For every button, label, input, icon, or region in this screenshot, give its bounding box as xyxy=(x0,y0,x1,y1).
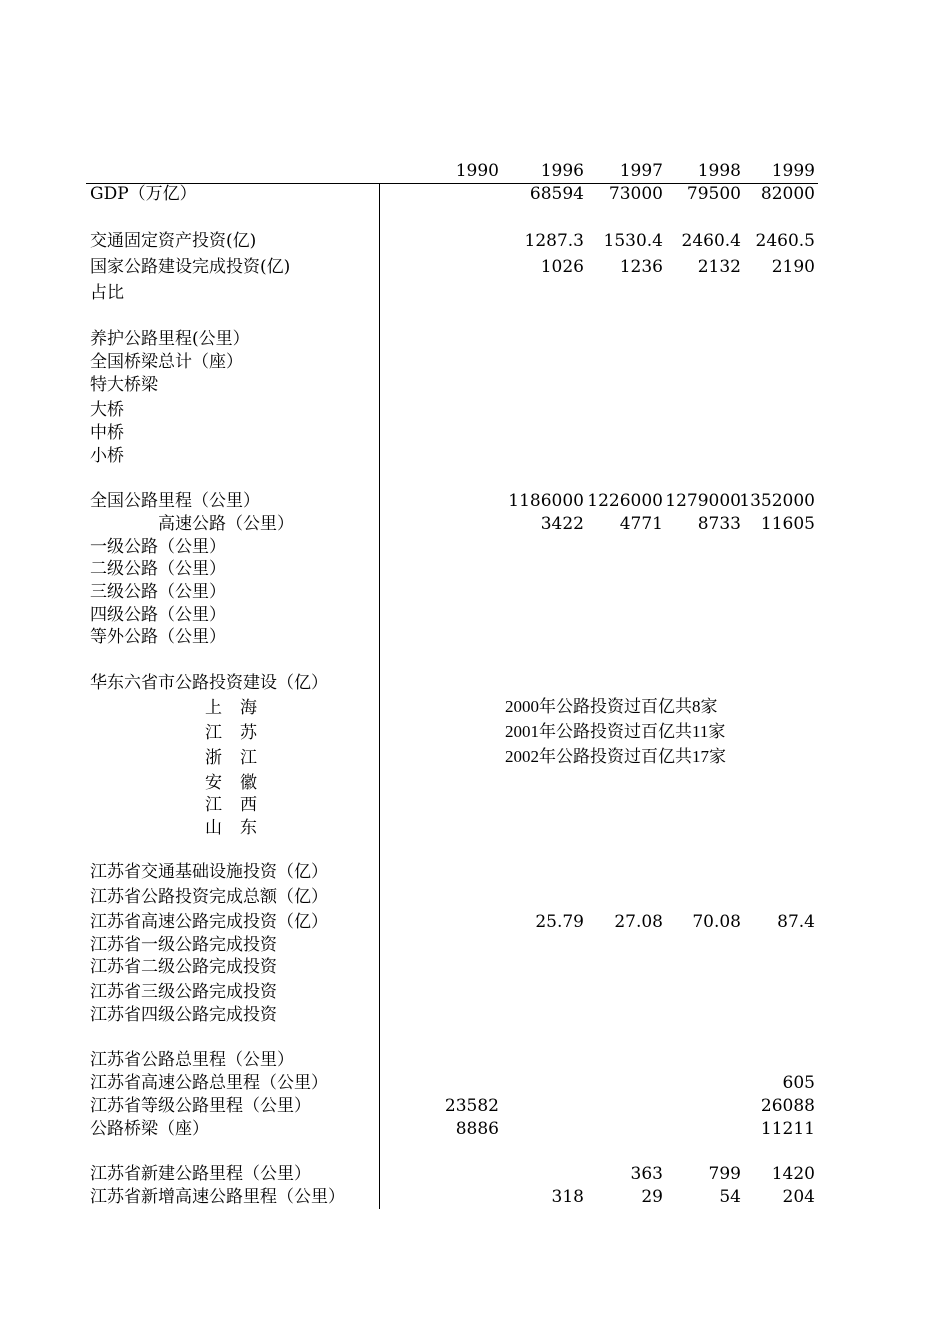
cell-expressway-km-1998: 8733 xyxy=(697,514,741,534)
row-label-class1: 一级公路（公里） xyxy=(90,537,226,557)
cell-js-expr-km-1999: 605 xyxy=(782,1073,815,1093)
cell-js-expr-invest-1998: 70.08 xyxy=(692,912,741,932)
row-label-expressway-km: 高速公路（公里） xyxy=(158,514,294,534)
cell-js-new-expr-km-1998: 54 xyxy=(719,1187,741,1207)
row-label-js-graded-km: 江苏省等级公路里程（公里） xyxy=(90,1096,311,1116)
header-1996: 1996 xyxy=(540,161,584,181)
row-label-zhejiang: 浙江 xyxy=(205,748,275,768)
cell-road-km-1997: 1226000 xyxy=(587,491,663,511)
row-label-bridge-xl: 特大桥梁 xyxy=(90,375,158,395)
cell-transport-invest-1998: 2460.4 xyxy=(681,231,741,251)
cell-road-km-1996: 1186000 xyxy=(508,491,584,511)
row-label-gdp: GDP（万亿） xyxy=(90,184,197,204)
row-label-highway-invest: 国家公路建设完成投资(亿) xyxy=(90,257,291,277)
row-label-js-road-invest: 江苏省公路投资完成总额（亿） xyxy=(90,887,328,907)
header-1998: 1998 xyxy=(697,161,741,181)
row-label-shandong: 山东 xyxy=(205,818,275,838)
row-label-js-new-expr-km: 江苏省新增高速公路里程（公里） xyxy=(90,1187,345,1207)
cell-js-new-expr-km-1999: 204 xyxy=(782,1187,815,1207)
cell-js-new-km-1997: 363 xyxy=(630,1164,663,1184)
cell-js-graded-km-1990: 23582 xyxy=(444,1096,499,1116)
cell-js-expr-invest-1999: 87.4 xyxy=(777,912,815,932)
cell-gdp-1997: 73000 xyxy=(608,184,663,204)
label-column-rule xyxy=(379,183,380,1209)
cell-road-km-1998: 1279000 xyxy=(665,491,741,511)
row-label-js-c4-invest: 江苏省四级公路完成投资 xyxy=(90,1005,277,1025)
cell-expressway-km-1997: 4771 xyxy=(619,514,663,534)
cell-js-graded-km-1999: 26088 xyxy=(760,1096,815,1116)
row-label-share: 占比 xyxy=(90,283,124,303)
cell-gdp-1999: 82000 xyxy=(760,184,815,204)
row-label-js-expr-invest: 江苏省高速公路完成投资（亿） xyxy=(90,912,328,932)
cell-road-km-1999: 1352000 xyxy=(739,491,815,511)
cell-highway-invest-1999: 2190 xyxy=(771,257,815,277)
cell-gdp-1996: 68594 xyxy=(529,184,584,204)
row-label-class4: 四级公路（公里） xyxy=(90,605,226,625)
row-label-maint-km: 养护公路里程(公里） xyxy=(90,329,250,349)
cell-gdp-1998: 79500 xyxy=(686,184,741,204)
row-label-js-c2-invest: 江苏省二级公路完成投资 xyxy=(90,957,277,977)
note-2002: 2002年公路投资过百亿共17家 xyxy=(505,747,726,766)
row-label-bridge-m: 中桥 xyxy=(90,423,124,443)
header-1999: 1999 xyxy=(771,161,815,181)
row-label-js-c3-invest: 江苏省三级公路完成投资 xyxy=(90,982,277,1002)
cell-highway-invest-1998: 2132 xyxy=(697,257,741,277)
cell-transport-invest-1996: 1287.3 xyxy=(524,231,584,251)
cell-js-new-km-1999: 1420 xyxy=(771,1164,815,1184)
row-label-road-km: 全国公路里程（公里） xyxy=(90,491,260,511)
cell-highway-invest-1996: 1026 xyxy=(540,257,584,277)
header-1990: 1990 xyxy=(455,161,499,181)
row-label-jiangsu: 江苏 xyxy=(205,723,275,743)
cell-js-new-expr-km-1996: 318 xyxy=(551,1187,584,1207)
cell-transport-invest-1997: 1530.4 xyxy=(603,231,663,251)
row-label-transport-invest: 交通固定资产投资(亿) xyxy=(90,231,257,251)
cell-expressway-km-1999: 11605 xyxy=(760,514,815,534)
row-label-bridge-s: 小桥 xyxy=(90,446,124,466)
cell-highway-invest-1997: 1236 xyxy=(619,257,663,277)
cell-expressway-km-1996: 3422 xyxy=(540,514,584,534)
row-label-class2: 二级公路（公里） xyxy=(90,559,226,579)
row-label-js-expr-km: 江苏省高速公路总里程（公里） xyxy=(90,1073,328,1093)
note-2000: 2000年公路投资过百亿共8家 xyxy=(505,697,718,716)
cell-transport-invest-1999: 2460.5 xyxy=(755,231,815,251)
cell-js-bridges-1990: 8886 xyxy=(455,1119,499,1139)
row-label-class3: 三级公路（公里） xyxy=(90,582,226,602)
cell-js-expr-invest-1996: 25.79 xyxy=(535,912,584,932)
row-label-js-bridges: 公路桥梁（座） xyxy=(90,1119,209,1139)
row-label-js-new-km: 江苏省新建公路里程（公里） xyxy=(90,1164,311,1184)
row-label-shanghai: 上海 xyxy=(205,698,275,718)
row-label-anhui: 安徽 xyxy=(205,773,275,793)
cell-js-new-km-1998: 799 xyxy=(708,1164,741,1184)
row-label-east6: 华东六省市公路投资建设（亿） xyxy=(90,673,328,693)
row-label-js-c1-invest: 江苏省一级公路完成投资 xyxy=(90,935,277,955)
cell-js-new-expr-km-1997: 29 xyxy=(641,1187,663,1207)
cell-js-bridges-1999: 11211 xyxy=(760,1119,815,1139)
row-label-bridges-total: 全国桥梁总计（座） xyxy=(90,352,243,372)
note-2001: 2001年公路投资过百亿共11家 xyxy=(505,722,726,741)
cell-js-expr-invest-1997: 27.08 xyxy=(614,912,663,932)
row-label-bridge-l: 大桥 xyxy=(90,400,124,420)
row-label-jiangxi: 江西 xyxy=(205,795,275,815)
row-label-substd: 等外公路（公里） xyxy=(90,627,226,647)
row-label-js-infra: 江苏省交通基础设施投资（亿） xyxy=(90,862,328,882)
row-label-js-road-km: 江苏省公路总里程（公里） xyxy=(90,1050,294,1070)
header-1997: 1997 xyxy=(619,161,663,181)
